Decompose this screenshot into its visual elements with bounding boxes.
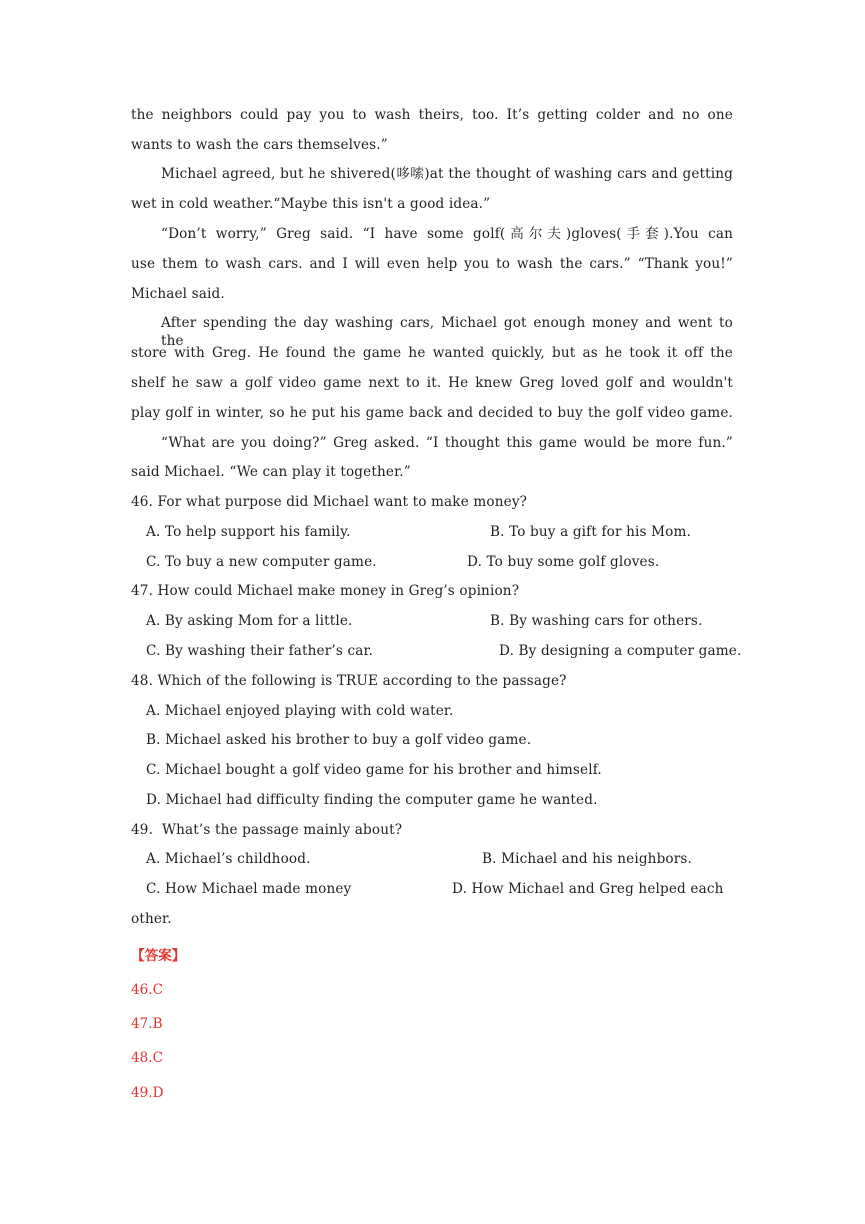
passage-line: “What are you doing?” Greg asked. “I thought this game would be more fun.” — [161, 435, 733, 451]
passage-line: store with Greg. He found the game he wanted quickly, but as he took it off the — [131, 345, 733, 361]
passage-line: shelf he saw a golf video game next to it. He knew Greg loved golf and wouldn't — [131, 375, 733, 391]
option-48-d: D. Michael had difficulty finding the computer game he wanted. — [146, 792, 598, 808]
passage-line: Michael agreed, but he shivered(哆嗦)at the thought of washing cars and getting — [161, 166, 733, 182]
passage-line: “Don’t worry,” Greg said. “I have some golf(高尔夫)gloves(手套).You can — [161, 226, 733, 242]
question-stem-47: 47. How could Michael make money in Greg’s opinion? — [131, 583, 520, 599]
option-49-b: B. Michael and his neighbors. — [482, 851, 693, 867]
passage-line: use them to wash cars. and I will even help you to wash the cars.” “Thank you!” — [131, 256, 733, 272]
option-48-c: C. Michael bought a golf video game for his brother and himself. — [146, 762, 602, 778]
answer-item-48: 48.C — [131, 1050, 164, 1066]
option-49-d: D. How Michael and Greg helped each — [452, 881, 724, 897]
option-46-c: C. To buy a new computer game. — [146, 554, 377, 570]
passage-line: the neighbors could pay you to wash theirs, too. It’s getting colder and no one — [131, 107, 733, 123]
option-47-d: D. By designing a computer game. — [499, 643, 742, 659]
answer-heading: 【答案】 — [131, 948, 186, 964]
passage-line: play golf in winter, so he put his game back and decided to buy the golf video game. — [131, 405, 733, 421]
question-stem-46: 46. For what purpose did Michael want to make money? — [131, 494, 528, 510]
option-49-c: C. How Michael made money — [146, 881, 352, 897]
answer-item-46: 46.C — [131, 982, 164, 998]
answer-item-49: 49.D — [131, 1085, 164, 1101]
option-46-b: B. To buy a gift for his Mom. — [490, 524, 691, 540]
question-stem-48: 48. Which of the following is TRUE according to the passage? — [131, 673, 567, 689]
option-47-a: A. By asking Mom for a little. — [146, 613, 353, 629]
option-46-a: A. To help support his family. — [146, 524, 351, 540]
option-48-b: B. Michael asked his brother to buy a golf video game. — [146, 732, 532, 748]
option-49-d-continued: other. — [131, 911, 172, 927]
option-49-a: A. Michael’s childhood. — [146, 851, 311, 867]
passage-line: Michael said. — [131, 286, 225, 302]
passage-line: said Michael. “We can play it together.” — [131, 464, 411, 480]
passage-line: After spending the day washing cars, Michael got enough money and went to the — [161, 315, 733, 349]
option-46-d: D. To buy some golf gloves. — [467, 554, 660, 570]
option-48-a: A. Michael enjoyed playing with cold water. — [146, 703, 454, 719]
passage-line: wants to wash the cars themselves.” — [131, 137, 388, 153]
option-47-b: B. By washing cars for others. — [490, 613, 703, 629]
passage-line: wet in cold weather.“Maybe this isn't a good idea.” — [131, 196, 491, 212]
question-stem-49: 49. What’s the passage mainly about? — [131, 822, 403, 838]
answer-item-47: 47.B — [131, 1016, 163, 1032]
option-47-c: C. By washing their father’s car. — [146, 643, 374, 659]
